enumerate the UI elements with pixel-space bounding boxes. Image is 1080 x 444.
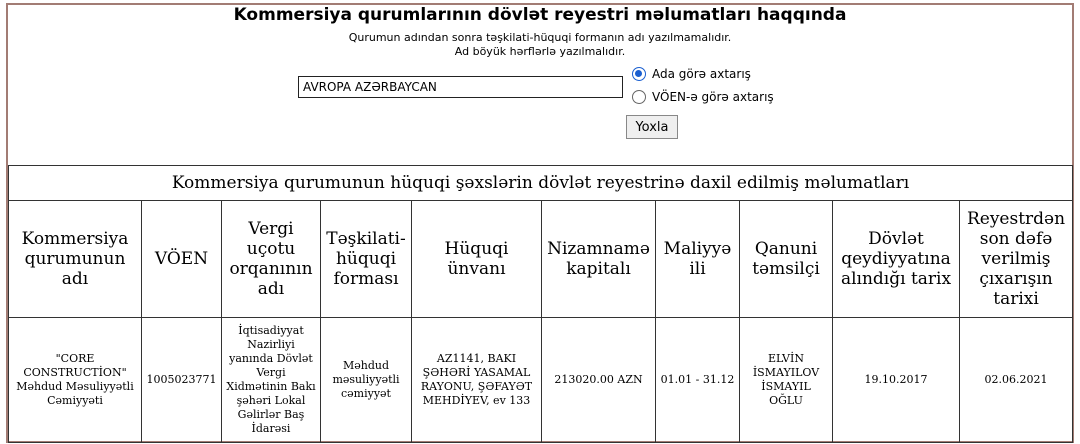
search-by-voen-option[interactable] [632,90,774,104]
column-header: Vergi uçotu orqanının adı [222,201,321,318]
column-header: Təşkilati-hüquqi forması [321,201,412,318]
page-title: Kommersiya qurumlarının dövlət reyestri məlumatları haqqında [233,5,847,25]
column-header: Reyestrdən son dəfə verilmiş çıxarışın tarixi [960,201,1073,318]
column-header: Hüquqi ünvanı [412,201,542,318]
check-button[interactable]: Yoxla [626,115,678,139]
voen-cell: 1005023771 [142,318,222,443]
extract-date-cell: 02.06.2021 [960,318,1073,443]
legal-address-cell: AZ1141, BAKI ŞƏHƏRİ YASAMAL RAYONU, ŞƏFAYƏT MEHDİYEV, ev 133 [412,318,542,443]
column-header: Dövlət qeydiyyatına alındığı tarix [833,201,960,318]
uppercase-note: Ad böyük hərflərlə yazılmalıdır. [454,45,626,58]
registration-date-cell: 19.10.2017 [833,318,960,443]
results-table [8,165,1073,443]
search-by-name-option[interactable] [632,67,751,81]
capital-cell: 213020.00 AZN [542,318,656,443]
radio-voen[interactable] [632,90,646,104]
tax-office-cell: İqtisadiyyat Nazirliyi yanında Dövlət Vergi Xidmətinin Bakı şəhəri Lokal Gəlirlər Baş İdarəsi [222,318,321,443]
fiscal-year-cell: 01.01 - 31.12 [656,318,740,443]
search-input[interactable] [298,76,623,98]
table-row [9,318,1073,443]
column-header: Maliyyə ili [656,201,740,318]
table-header-row [9,201,1073,318]
legal-form-cell: Məhdud məsuliyyətli cəmiyyət [321,318,412,443]
search-by-name-label: Ada görə axtarış [652,67,751,81]
column-header: Kommersiya qurumunun adı [9,201,142,318]
column-header: Qanuni təmsilçi [740,201,833,318]
company-name-cell: "CORE CONSTRUCTİON" Məhdud Məsuliyyətli Cəmiyyəti [9,318,142,443]
instruction-note: Qurumun adından sonra təşkilati-hüquqi formanın adı yazılmamalıdır. [348,31,732,44]
radio-name-selected[interactable] [632,67,646,81]
column-header: Nizamnamə kapitalı [542,201,656,318]
column-header: VÖEN [142,201,222,318]
representative-cell: ELVİN İSMAYILOV İSMAYIL OĞLU [740,318,833,443]
search-by-voen-label: VÖEN-ə görə axtarış [652,90,774,104]
table-caption: Kommersiya qurumunun hüquqi şəxslərin dövlət reyestrinə daxil edilmiş məlumatları [9,166,1073,201]
